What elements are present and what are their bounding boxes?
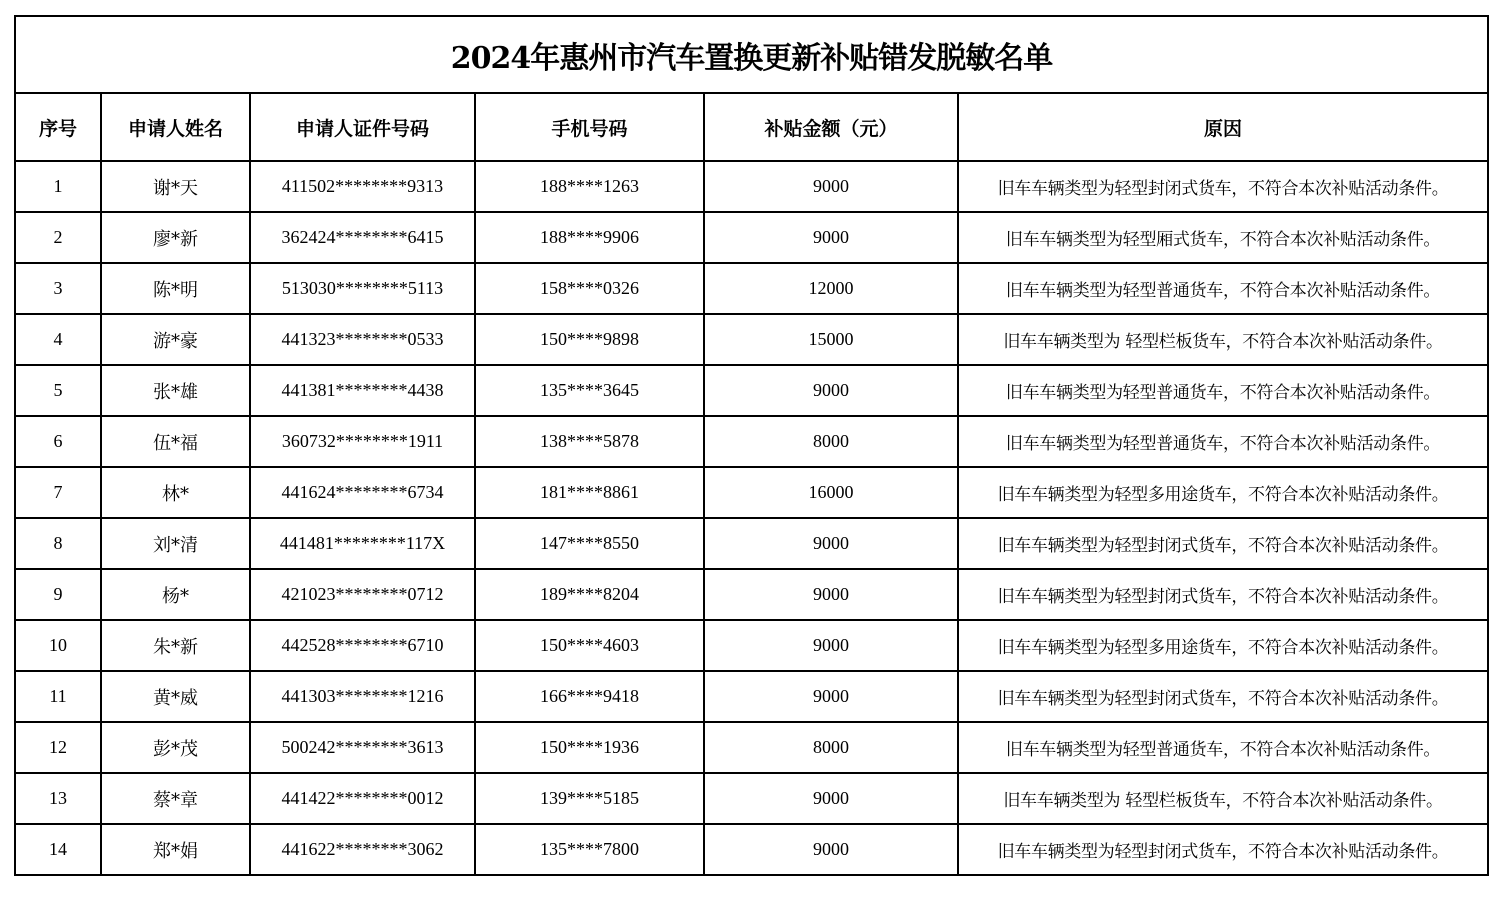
column-header-applicant-name: 申请人姓名 [101, 93, 250, 161]
amount-cell: 9000 [704, 212, 958, 263]
serial-cell: 5 [15, 365, 101, 416]
table-row [15, 671, 1488, 722]
name-cell: 郑*娟 [101, 824, 250, 875]
id-cell: 411502********9313 [250, 161, 475, 212]
id-cell: 513030********5113 [250, 263, 475, 314]
reason-cell: 旧车车辆类型为轻型多用途货车，不符合本次补贴活动条件。 [958, 467, 1488, 518]
table-row [15, 365, 1488, 416]
amount-cell: 9000 [704, 671, 958, 722]
serial-cell: 2 [15, 212, 101, 263]
amount-cell: 12000 [704, 263, 958, 314]
phone-cell: 188****1263 [475, 161, 704, 212]
name-cell: 朱*新 [101, 620, 250, 671]
id-cell: 442528********6710 [250, 620, 475, 671]
id-cell: 441422********0012 [250, 773, 475, 824]
column-header-amount: 补贴金额（元） [704, 93, 958, 161]
id-cell: 441624********6734 [250, 467, 475, 518]
reason-cell: 旧车车辆类型为轻型封闭式货车，不符合本次补贴活动条件。 [958, 161, 1488, 212]
reason-cell: 旧车车辆类型为轻型封闭式货车，不符合本次补贴活动条件。 [958, 824, 1488, 875]
table-row [15, 620, 1488, 671]
reason-cell: 旧车车辆类型为轻型普通货车，不符合本次补贴活动条件。 [958, 263, 1488, 314]
reason-cell: 旧车车辆类型为轻型厢式货车，不符合本次补贴活动条件。 [958, 212, 1488, 263]
id-cell: 421023********0712 [250, 569, 475, 620]
serial-cell: 8 [15, 518, 101, 569]
amount-cell: 15000 [704, 314, 958, 365]
amount-cell: 8000 [704, 416, 958, 467]
id-cell: 360732********1911 [250, 416, 475, 467]
name-cell: 刘*清 [101, 518, 250, 569]
id-cell: 441303********1216 [250, 671, 475, 722]
name-cell: 张*雄 [101, 365, 250, 416]
reason-cell: 旧车车辆类型为轻型多用途货车，不符合本次补贴活动条件。 [958, 620, 1488, 671]
name-cell: 林* [101, 467, 250, 518]
amount-cell: 9000 [704, 569, 958, 620]
name-cell: 游*豪 [101, 314, 250, 365]
reason-cell: 旧车车辆类型为轻型普通货车，不符合本次补贴活动条件。 [958, 416, 1488, 467]
phone-cell: 181****8861 [475, 467, 704, 518]
reason-cell: 旧车车辆类型为 轻型栏板货车，不符合本次补贴活动条件。 [958, 773, 1488, 824]
serial-cell: 13 [15, 773, 101, 824]
name-cell: 伍*福 [101, 416, 250, 467]
phone-cell: 166****9418 [475, 671, 704, 722]
amount-cell: 9000 [704, 365, 958, 416]
phone-cell: 158****0326 [475, 263, 704, 314]
phone-cell: 139****5185 [475, 773, 704, 824]
phone-cell: 189****8204 [475, 569, 704, 620]
id-cell: 441622********3062 [250, 824, 475, 875]
title-row [15, 16, 1488, 93]
phone-cell: 188****9906 [475, 212, 704, 263]
reason-cell: 旧车车辆类型为轻型封闭式货车，不符合本次补贴活动条件。 [958, 569, 1488, 620]
name-cell: 彭*茂 [101, 722, 250, 773]
serial-cell: 6 [15, 416, 101, 467]
amount-cell: 9000 [704, 773, 958, 824]
amount-cell: 9000 [704, 620, 958, 671]
subsidy-error-list-table [14, 15, 1489, 876]
reason-cell: 旧车车辆类型为轻型封闭式货车，不符合本次补贴活动条件。 [958, 671, 1488, 722]
column-header-serial: 序号 [15, 93, 101, 161]
serial-cell: 1 [15, 161, 101, 212]
reason-cell: 旧车车辆类型为轻型普通货车，不符合本次补贴活动条件。 [958, 365, 1488, 416]
id-cell: 362424********6415 [250, 212, 475, 263]
phone-cell: 150****4603 [475, 620, 704, 671]
reason-cell: 旧车车辆类型为 轻型栏板货车，不符合本次补贴活动条件。 [958, 314, 1488, 365]
column-header-id-number: 申请人证件号码 [250, 93, 475, 161]
table-row [15, 416, 1488, 467]
phone-cell: 135****3645 [475, 365, 704, 416]
phone-cell: 135****7800 [475, 824, 704, 875]
id-cell: 441323********0533 [250, 314, 475, 365]
name-cell: 蔡*章 [101, 773, 250, 824]
name-cell: 廖*新 [101, 212, 250, 263]
serial-cell: 3 [15, 263, 101, 314]
serial-cell: 11 [15, 671, 101, 722]
table-row [15, 212, 1488, 263]
phone-cell: 138****5878 [475, 416, 704, 467]
table-row [15, 161, 1488, 212]
id-cell: 441481********117X [250, 518, 475, 569]
serial-cell: 12 [15, 722, 101, 773]
serial-cell: 9 [15, 569, 101, 620]
column-header-phone: 手机号码 [475, 93, 704, 161]
table-row [15, 467, 1488, 518]
phone-cell: 147****8550 [475, 518, 704, 569]
name-cell: 谢*天 [101, 161, 250, 212]
serial-cell: 4 [15, 314, 101, 365]
table-body [15, 161, 1488, 875]
table-row [15, 263, 1488, 314]
id-cell: 441381********4438 [250, 365, 475, 416]
amount-cell: 8000 [704, 722, 958, 773]
header-row [15, 93, 1488, 161]
table-row [15, 314, 1488, 365]
serial-cell: 7 [15, 467, 101, 518]
document-title: 2024年惠州市汽车置换更新补贴错发脱敏名单 [15, 16, 1488, 93]
reason-cell: 旧车车辆类型为轻型封闭式货车，不符合本次补贴活动条件。 [958, 518, 1488, 569]
reason-cell: 旧车车辆类型为轻型普通货车，不符合本次补贴活动条件。 [958, 722, 1488, 773]
phone-cell: 150****1936 [475, 722, 704, 773]
table-row [15, 518, 1488, 569]
table-row [15, 773, 1488, 824]
name-cell: 陈*明 [101, 263, 250, 314]
table-row [15, 569, 1488, 620]
serial-cell: 14 [15, 824, 101, 875]
column-header-reason: 原因 [958, 93, 1488, 161]
id-cell: 500242********3613 [250, 722, 475, 773]
name-cell: 杨* [101, 569, 250, 620]
amount-cell: 16000 [704, 467, 958, 518]
table-row [15, 824, 1488, 875]
amount-cell: 9000 [704, 824, 958, 875]
amount-cell: 9000 [704, 518, 958, 569]
phone-cell: 150****9898 [475, 314, 704, 365]
amount-cell: 9000 [704, 161, 958, 212]
serial-cell: 10 [15, 620, 101, 671]
table-row [15, 722, 1488, 773]
name-cell: 黄*威 [101, 671, 250, 722]
